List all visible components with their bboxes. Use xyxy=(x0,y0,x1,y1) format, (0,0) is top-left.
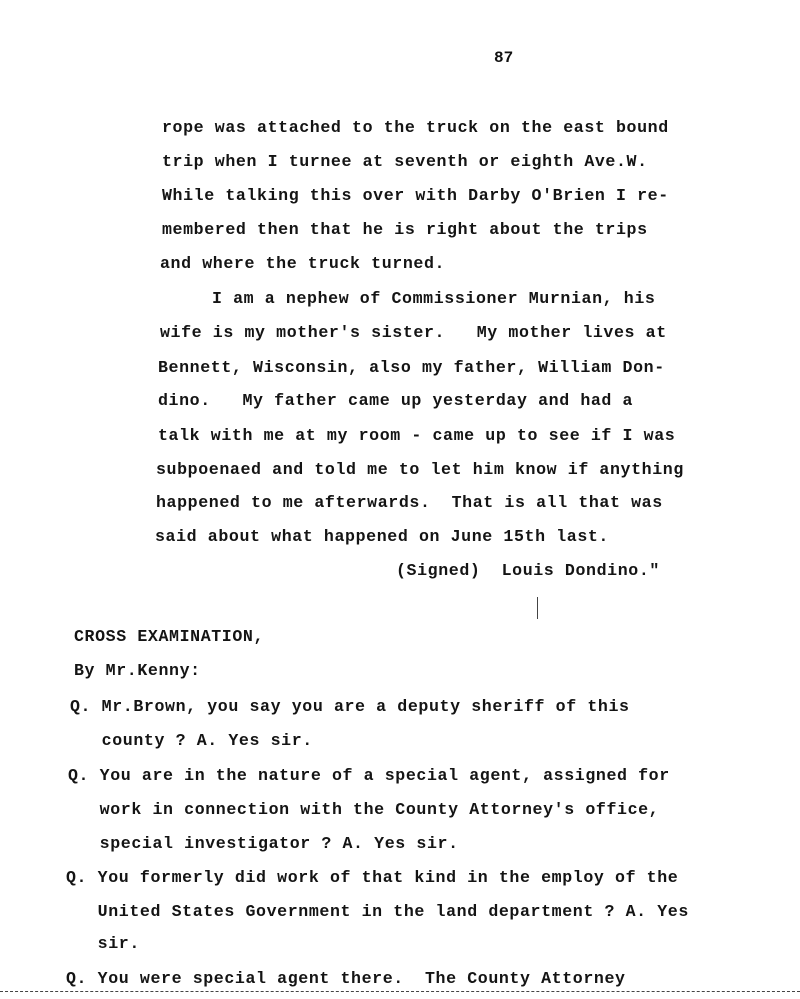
qa-line: sir. xyxy=(66,934,140,953)
qa-line: county ? A. Yes sir. xyxy=(70,731,313,750)
qa-line: Q. You formerly did work of that kind in the employ of the xyxy=(66,868,679,887)
section-heading: CROSS EXAMINATION, xyxy=(74,627,265,646)
statement-line: membered then that he is right about the trips xyxy=(162,220,648,239)
statement-line: wife is my mother's sister. My mother lives at xyxy=(160,323,667,342)
qa-line: special investigator ? A. Yes sir. xyxy=(68,834,459,853)
qa-line: Q. You were special agent there. The County Attorney xyxy=(66,969,626,988)
statement-line: said about what happened on June 15th last. xyxy=(155,527,609,546)
qa-line: United States Government in the land department ? A. Yes xyxy=(66,902,689,921)
qa-line: Q. You are in the nature of a special agent, assigned for xyxy=(68,766,670,785)
signature-line: (Signed) Louis Dondino." xyxy=(396,561,660,580)
statement-line: While talking this over with Darby O'Brien I re- xyxy=(162,186,669,205)
statement-line: I am a nephew of Commissioner Murnian, his xyxy=(212,289,656,308)
statement-line: dino. My father came up yesterday and had a xyxy=(158,391,634,410)
statement-line: trip when I turnee at seventh or eighth Ave.W. xyxy=(162,152,648,171)
statement-line: and where the truck turned. xyxy=(160,254,446,273)
statement-line: subpoenaed and told me to let him know if anything xyxy=(156,460,684,479)
statement-line: happened to me afterwards. That is all that was xyxy=(156,493,663,512)
stray-mark xyxy=(537,597,538,619)
qa-line: Q. Mr.Brown, you say you are a deputy sheriff of this xyxy=(70,697,630,716)
statement-line: talk with me at my room - came up to see if I was xyxy=(158,426,676,445)
statement-line: Bennett, Wisconsin, also my father, William Don- xyxy=(158,358,665,377)
qa-line: work in connection with the County Attorney's office, xyxy=(68,800,660,819)
page-bottom-edge xyxy=(0,991,800,992)
page-number: 87 xyxy=(494,49,514,67)
examiner-line: By Mr.Kenny: xyxy=(74,661,201,680)
statement-line: rope was attached to the truck on the east bound xyxy=(162,118,669,137)
